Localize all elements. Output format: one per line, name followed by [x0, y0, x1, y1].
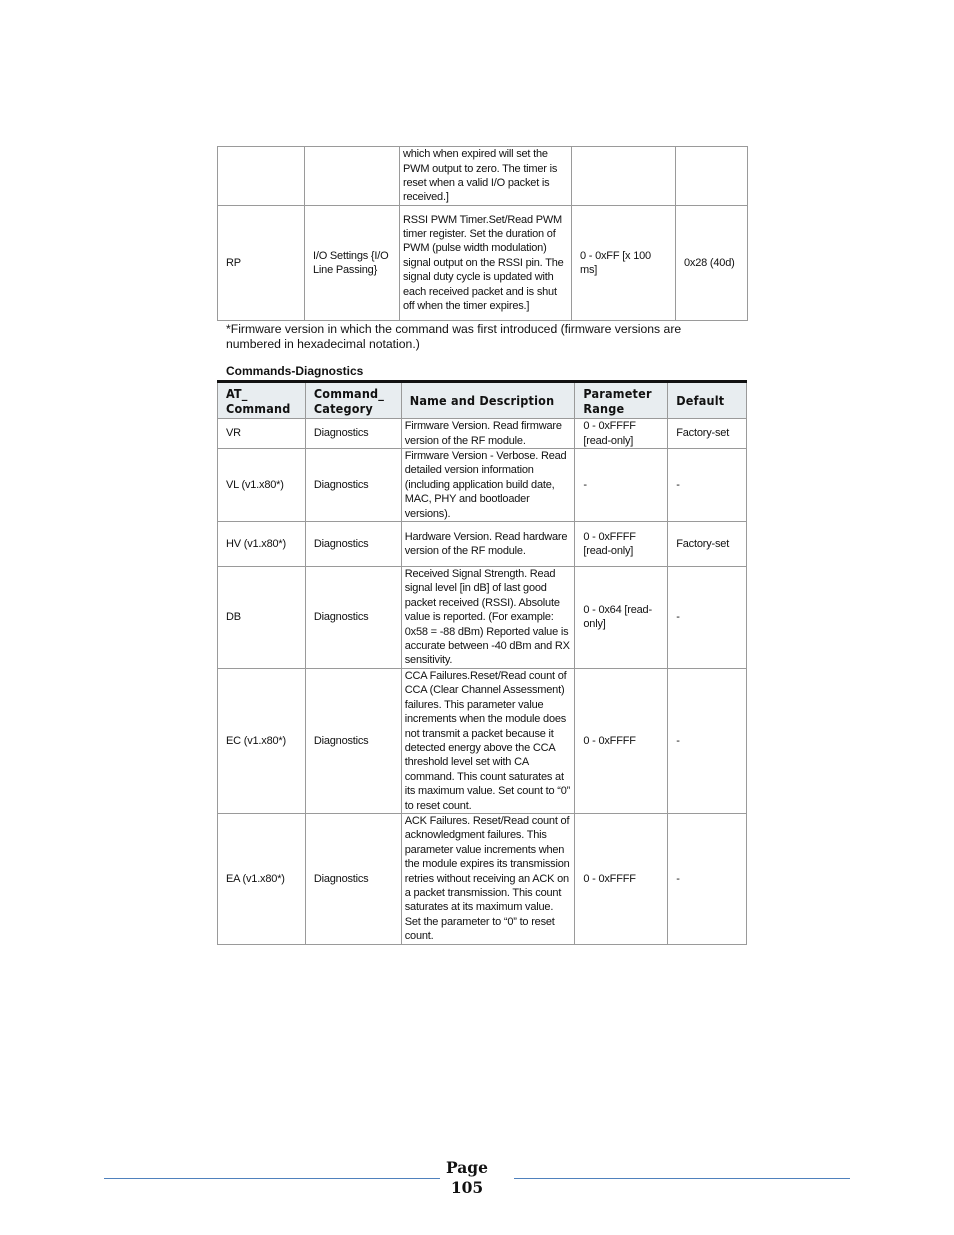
page-number — [440, 1158, 494, 1198]
command-cell: VL (v1.x80*) — [218, 449, 306, 522]
table-row — [218, 206, 748, 321]
default-cell: - — [668, 813, 747, 944]
category-cell: Diagnostics — [305, 813, 401, 944]
range-cell — [572, 147, 676, 206]
category-cell: Diagnostics — [305, 449, 401, 522]
table-row — [218, 522, 747, 567]
category-cell — [305, 147, 400, 206]
header-at-command: AT_ Command — [218, 382, 306, 419]
category-cell: Diagnostics — [305, 567, 401, 669]
header-name-description: Name and Description — [401, 382, 575, 419]
table-row — [218, 668, 747, 813]
footer-rule-right — [514, 1178, 850, 1179]
description-cell: Firmware Version - Verbose. Read detailed version information (including application build date, MAC, PHY and bootloader versions). — [401, 449, 575, 522]
default-cell: - — [668, 567, 747, 669]
page-label-text: Page — [446, 1158, 488, 1177]
command-cell: RP — [218, 206, 305, 321]
firmware-footnote: *Firmware version in which the command was first introduced (firmware versions are numbered in hexadecimal notation.) — [226, 322, 682, 351]
table-row — [218, 419, 747, 449]
range-cell: 0 - 0xFFFF — [575, 668, 668, 813]
range-cell: - — [575, 449, 668, 522]
diagnostics-table — [217, 380, 747, 945]
default-cell: - — [668, 449, 747, 522]
footer-rule-left — [104, 1178, 440, 1179]
command-cell: EA (v1.x80*) — [218, 813, 306, 944]
description-cell: CCA Failures.Reset/Read count of CCA (Clear Channel Assessment) failures. This parameter value increments when the module does not transmit a packet because it detected energy above the CCA threshold level set with CA command. This count saturates at its maximum value. Set count to “0” to reset count. — [401, 668, 575, 813]
description-cell: Hardware Version. Read hardware version of the RF module. — [401, 522, 575, 567]
table-row — [218, 449, 747, 522]
table-row — [218, 567, 747, 669]
header-default: Default — [668, 382, 747, 419]
default-cell: Factory-set — [668, 522, 747, 567]
default-cell: - — [668, 668, 747, 813]
range-cell: 0 - 0xFFFF — [575, 813, 668, 944]
continued-settings-table — [217, 146, 748, 321]
range-cell: 0 - 0x64 [read-only] — [575, 567, 668, 669]
default-cell — [676, 147, 748, 206]
range-cell: 0 - 0xFFFF [read-only] — [575, 419, 668, 449]
command-cell: VR — [218, 419, 306, 449]
header-command-category: Command_ Category — [305, 382, 401, 419]
header-parameter-range: Parameter Range — [575, 382, 668, 419]
default-cell: 0x28 (40d) — [676, 206, 748, 321]
category-cell: Diagnostics — [305, 668, 401, 813]
table-header-row — [218, 382, 747, 419]
default-cell: Factory-set — [668, 419, 747, 449]
description-cell: RSSI PWM Timer.Set/Read PWM timer register. Set the duration of PWM (pulse width modulation) signal output on the RSSI pin. The signal duty cycle is updated with each received packet and is shut off when the timer expires.] — [400, 206, 572, 321]
category-cell: Diagnostics — [305, 419, 401, 449]
range-cell: 0 - 0xFFFF [read-only] — [575, 522, 668, 567]
description-cell: Received Signal Strength. Read signal level [in dB] of last good packet received (RSSI). Absolute value is reported. (For example: 0x58 = -88 dBm) Reported value is accurate between -40 dBm and RX sensitivity. — [401, 567, 575, 669]
command-cell: EC (v1.x80*) — [218, 668, 306, 813]
category-cell: I/O Settings {I/O Line Passing} — [305, 206, 400, 321]
command-cell: DB — [218, 567, 306, 669]
section-heading: Commands-Diagnostics — [226, 364, 364, 378]
range-cell: 0 - 0xFF [x 100 ms] — [572, 206, 676, 321]
description-cell: ACK Failures. Reset/Read count of acknowledgment failures. This parameter value increments when the module expires its transmission retries without receiving an ACK on a packet transmission. This count saturates at its maximum value. Set the parameter to “0” to reset count. — [401, 813, 575, 944]
command-cell: HV (v1.x80*) — [218, 522, 306, 567]
page-number-value: 105 — [450, 1178, 484, 1197]
category-cell: Diagnostics — [305, 522, 401, 567]
description-cell: Firmware Version. Read firmware version of the RF module. — [401, 419, 575, 449]
description-cell: which when expired will set the PWM output to zero. The timer is reset when a valid I/O packet is received.] — [400, 147, 572, 206]
command-cell — [218, 147, 305, 206]
table-row — [218, 147, 748, 206]
table-row — [218, 813, 747, 944]
